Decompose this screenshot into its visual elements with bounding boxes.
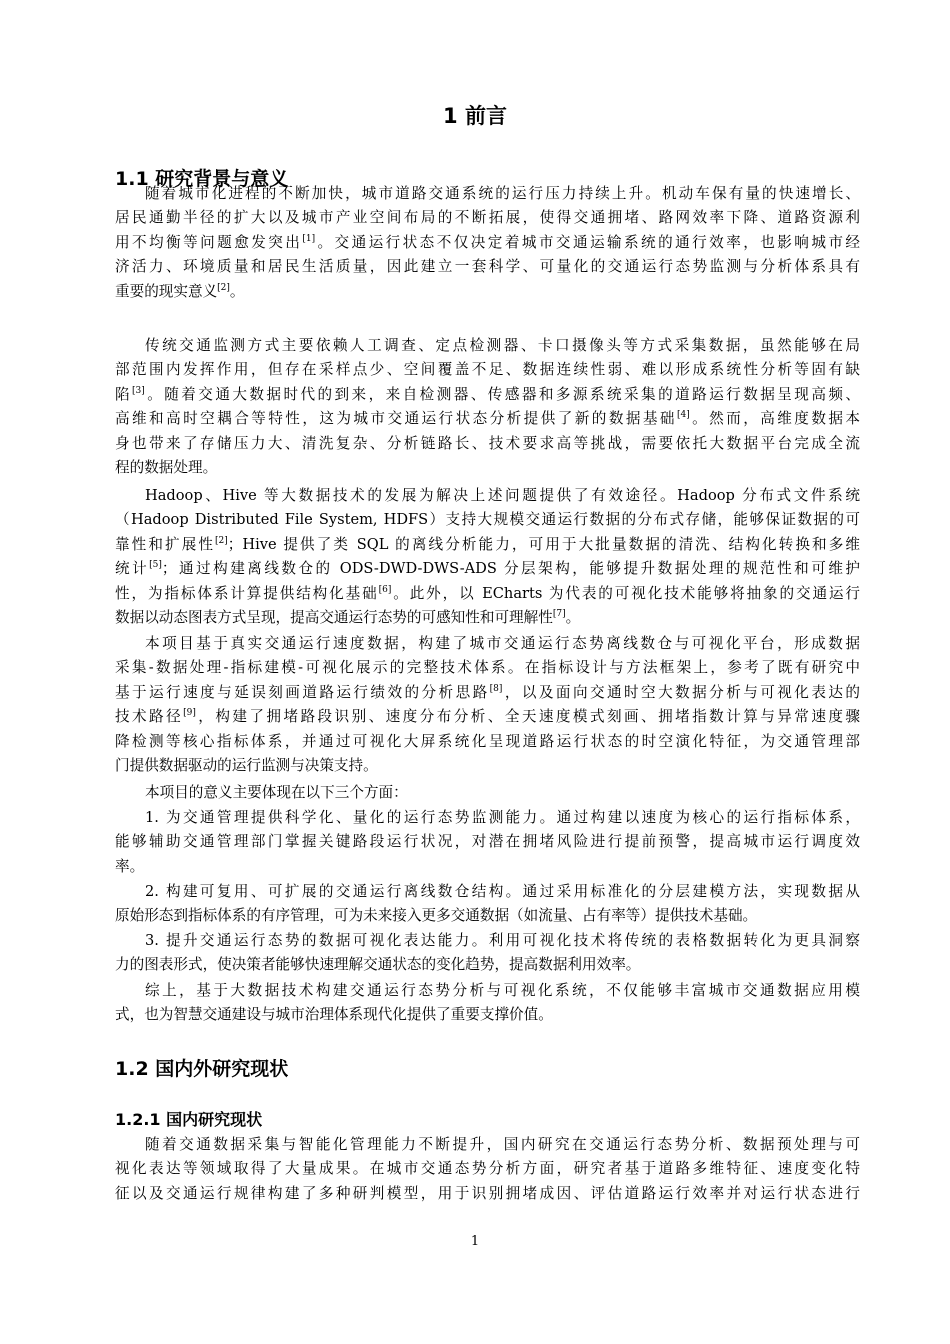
text-line: 门提供数据驱动的运行监测与决策支持。 [115,756,378,774]
text-line: 用不均衡等问题愈发突出[1]。交通运行状态不仅决定着城市交通运输系统的通行效率，也影响城市经 [115,233,860,251]
text-line: 力的图表形式，使决策者能够快速理解交通状态的变化趋势，提高数据利用效率。 [115,956,641,974]
text-line: 数据以动态图表方式呈现，提高交通运行态势的可感知性和可理解性[7]。 [115,608,581,626]
text-line: 技术路径[9]，构建了拥堵路段识别、速度分布分析、全天速度模式刻画、拥堵指数计算与异常速度骤 [115,708,860,726]
text-line: 陷[3]。随着交通大数据时代的到来，来自检测器、传感器和多源系统采集的道路运行数据呈现高频、 [115,385,860,403]
text-line: 高维和高时空耦合等特性，这为城市交通运行状态分析提供了新的数据基础[4]。然而，高维度数据本 [115,410,860,428]
paragraph-significance-2 [115,880,860,929]
text-line: Hadoop、Hive 等大数据技术的发展为解决上述问题提供了有效途径。Hadoop 分布式文件系统 [145,487,860,504]
text-line: 视化表达等领域取得了大量成果。在城市交通态势分析方面，研究者基于道路多维特征、速度变化特 [115,1160,860,1178]
text-line: 随着交通数据采集与智能化管理能力不断提升，国内研究在交通运行态势分析、数据预处理与可 [145,1136,860,1153]
text-line: 采集-数据处理-指标建模-可视化展示的完整技术体系。在指标设计与方法框架上，参考了既有研究中 [115,659,860,677]
text-line: 济活力、环境质量和居民生活质量，因此建立一套科学、可量化的交通运行态势监测与分析体系具有 [115,258,860,276]
section-1-1-title: 1.1 研究背景与意义 [115,168,289,190]
text-line: 身也带来了存储压力大、清洗复杂、分析链路长、技术要求高等挑战，需要依托大数据平台完成全流 [115,434,860,452]
page-number: 1 [470,1234,480,1249]
text-line: 靠性和扩展性[2]；Hive 提供了类 SQL 的离线分析能力，可用于大批量数据的清洗、结构化转换和多维 [115,535,860,553]
text-line: 随着城市化进程的不断加快，城市道路交通系统的运行压力持续上升。机动车保有量的快速增长、 [145,185,860,202]
text-line: 居民通勤半径的扩大以及城市产业空间布局的不断拓展，使得交通拥堵、路网效率下降、道路资源利 [115,209,860,227]
text-line: 综上，基于大数据技术构建交通运行态势分析与可视化系统，不仅能够丰富城市交通数据应用模 [145,982,860,999]
paragraph-background-3 [115,484,860,630]
text-line: 式，也为智慧交通建设与城市治理体系现代化提供了重要支撑价值。 [115,1006,553,1024]
paragraph-background-4 [115,632,860,778]
text-line: 3. 提升交通运行态势的数据可视化表达能力。利用可视化技术将传统的表格数据转化为更具洞察 [145,932,860,949]
text-line: 本项目的意义主要体现在以下三个方面： [145,784,408,801]
paragraph-significance-1 [115,806,860,879]
paragraph-background-2 [115,334,860,480]
text-line: 2. 构建可复用、可扩展的交通运行离线数仓结构。通过采用标准化的分层建模方法，实现数据从 [145,883,860,900]
text-line: 程的数据处理。 [115,458,218,476]
chapter-title: 1 前言 [443,104,507,128]
paragraph-background-1 [115,182,860,304]
paragraph-summary [115,979,860,1028]
paragraph-domestic-research [115,1133,860,1206]
paragraph-significance-3 [115,929,860,978]
section-1-2-title: 1.2 国内外研究现状 [115,1058,289,1080]
text-line: （Hadoop Distributed File System, HDFS）支持大规模交通运行数据的分布式存储，能够保证数据的可 [115,511,860,529]
text-line: 性，为指标体系计算提供结构化基础[6]。此外，以 ECharts 为代表的可视化技术能够将抽象的交通运行 [115,584,860,602]
text-line: 基于运行速度与延误刻画道路运行绩效的分析思路[8]，以及面向交通时空大数据分析与可视化表达的 [115,683,860,701]
text-line: 原始形态到指标体系的有序管理，可为未来接入更多交通数据（如流量、占有率等）提供技术基础。 [115,907,758,925]
text-line: 征以及交通运行规律构建了多种研判模型，用于识别拥堵成因、评估道路运行效率并对运行状态进行 [115,1184,860,1202]
text-line: 能够辅助交通管理部门掌握关键路段运行状况，对潜在拥堵风险进行提前预警，提高城市运行调度效 [115,833,860,851]
section-1-2-1-title: 1.2.1 国内研究现状 [115,1110,263,1129]
text-line: 降检测等核心指标体系，并通过可视化大屏系统化呈现道路运行状态的时空演化特征，为交通管理部 [115,732,860,750]
text-line: 率。 [115,857,145,875]
text-line: 传统交通监测方式主要依赖人工调查、定点检测器、卡口摄像头等方式采集数据，虽然能够在局 [145,337,860,354]
text-line: 部范围内发挥作用，但存在采样点少、空间覆盖不足、数据连续性弱、难以形成系统性分析等固有缺 [115,361,860,379]
text-line: 重要的现实意义[2]。 [115,282,245,300]
text-line: 1. 为交通管理提供科学化、量化的运行态势监测能力。通过构建以速度为核心的运行指标体系， [145,809,860,826]
text-line: 统计[5]；通过构建离线数仓的 ODS-DWD-DWS-ADS 分层架构，能够提升数据处理的规范性和可维护 [115,560,860,578]
text-line: 本项目基于真实交通运行速度数据，构建了城市交通运行态势离线数仓与可视化平台，形成数据 [145,635,860,652]
paragraph-significance-intro [115,781,860,805]
